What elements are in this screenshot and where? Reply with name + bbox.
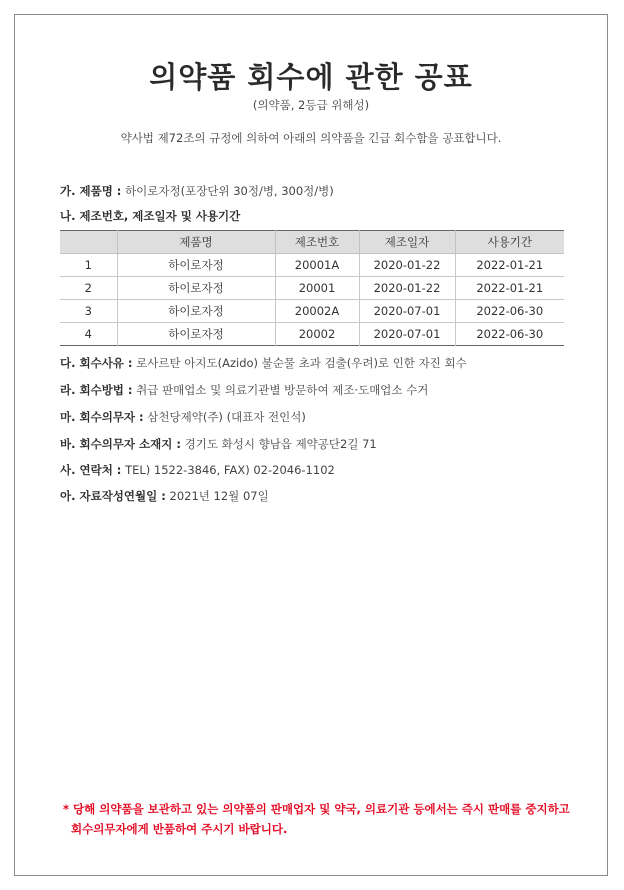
row-index: 1 bbox=[60, 254, 117, 277]
notice-line-2: 회수의무자에게 반품하여 주시기 바랍니다. bbox=[71, 822, 288, 836]
header-index bbox=[60, 231, 117, 254]
header-lot-number: 제조번호 bbox=[275, 231, 359, 254]
notice-page bbox=[14, 14, 608, 876]
intro-text: 약사법 제72조의 규정에 의하여 아래의 의약품을 긴급 회수함을 공표합니다. bbox=[120, 131, 502, 145]
row-manufacture-date: 2020-07-01 bbox=[359, 300, 455, 323]
recall-reason-line bbox=[60, 355, 467, 371]
document-date-label: 아. 자료작성연월일 : bbox=[60, 489, 166, 503]
document-date-value: 2021년 12월 07일 bbox=[165, 489, 269, 503]
product-name-value: 하이로자정(포장단위 30정/병, 300정/병) bbox=[121, 184, 334, 198]
row-product: 하이로자정 bbox=[117, 300, 275, 323]
table-row bbox=[60, 323, 564, 346]
lot-heading bbox=[60, 208, 240, 224]
row-product: 하이로자정 bbox=[117, 254, 275, 277]
row-lot-number: 20002 bbox=[275, 323, 359, 346]
row-index: 2 bbox=[60, 277, 117, 300]
document-title: 의약품 회수에 관한 공표 bbox=[149, 60, 473, 94]
contact-label: 사. 연락처 : bbox=[60, 463, 122, 477]
contact-value: TEL) 1522-3846, FAX) 02-2046-1102 bbox=[121, 463, 335, 477]
recall-lot-table bbox=[60, 230, 564, 346]
obligor-address-line bbox=[60, 436, 377, 452]
row-lot-number: 20001 bbox=[275, 277, 359, 300]
product-name-line bbox=[60, 183, 334, 199]
obligor-address-value: 경기도 화성시 향남읍 제약공단2길 71 bbox=[180, 437, 377, 451]
row-lot-number: 20001A bbox=[275, 254, 359, 277]
row-expiry-date: 2022-01-21 bbox=[455, 254, 564, 277]
lot-heading-label: 나. 제조번호, 제조일자 및 사용기간 bbox=[60, 209, 241, 223]
notice-line-1: * 당해 의약품을 보관하고 있는 의약품의 판매업자 및 약국, 의료기관 등에서는 즉시 판매를 중지하고 bbox=[63, 802, 570, 816]
header-product: 제품명 bbox=[117, 231, 275, 254]
obligor-address-label: 바. 회수의무자 소재지 : bbox=[60, 437, 181, 451]
table-row bbox=[60, 254, 564, 277]
document-date-line bbox=[60, 488, 269, 504]
recall-obligor-line bbox=[60, 409, 306, 425]
row-manufacture-date: 2020-01-22 bbox=[359, 254, 455, 277]
header-expiry-date: 사용기간 bbox=[455, 231, 564, 254]
recall-reason-label: 다. 회수사유 : bbox=[60, 356, 133, 370]
row-expiry-date: 2022-01-21 bbox=[455, 277, 564, 300]
table-row bbox=[60, 300, 564, 323]
recall-obligor-label: 마. 회수의무자 : bbox=[60, 410, 144, 424]
row-manufacture-date: 2020-07-01 bbox=[359, 323, 455, 346]
red-notice bbox=[63, 799, 583, 839]
contact-line bbox=[60, 462, 335, 478]
header-manufacture-date: 제조일자 bbox=[359, 231, 455, 254]
row-index: 3 bbox=[60, 300, 117, 323]
recall-method-line bbox=[60, 382, 428, 398]
row-expiry-date: 2022-06-30 bbox=[455, 323, 564, 346]
product-name-label: 가. 제품명 : bbox=[60, 184, 122, 198]
row-product: 하이로자정 bbox=[117, 277, 275, 300]
row-manufacture-date: 2020-01-22 bbox=[359, 277, 455, 300]
recall-method-value: 취급 판매업소 및 의료기관별 방문하여 제조·도매업소 수거 bbox=[132, 383, 429, 397]
recall-reason-value: 로사르탄 아지도(Azido) 불순물 초과 검출(우려)로 인한 자진 회수 bbox=[132, 356, 467, 370]
table-header-row bbox=[60, 231, 564, 254]
row-index: 4 bbox=[84, 327, 92, 341]
row-product: 하이로자정 bbox=[117, 323, 275, 346]
row-expiry-date: 2022-06-30 bbox=[455, 300, 564, 323]
table-row bbox=[60, 277, 564, 300]
recall-obligor-value: 삼천당제약(주) (대표자 전인석) bbox=[143, 410, 306, 424]
recall-method-label: 라. 회수방법 : bbox=[60, 383, 133, 397]
document-subtitle: (의약품, 2등급 위해성) bbox=[252, 98, 370, 112]
row-lot-number: 20002A bbox=[275, 300, 359, 323]
